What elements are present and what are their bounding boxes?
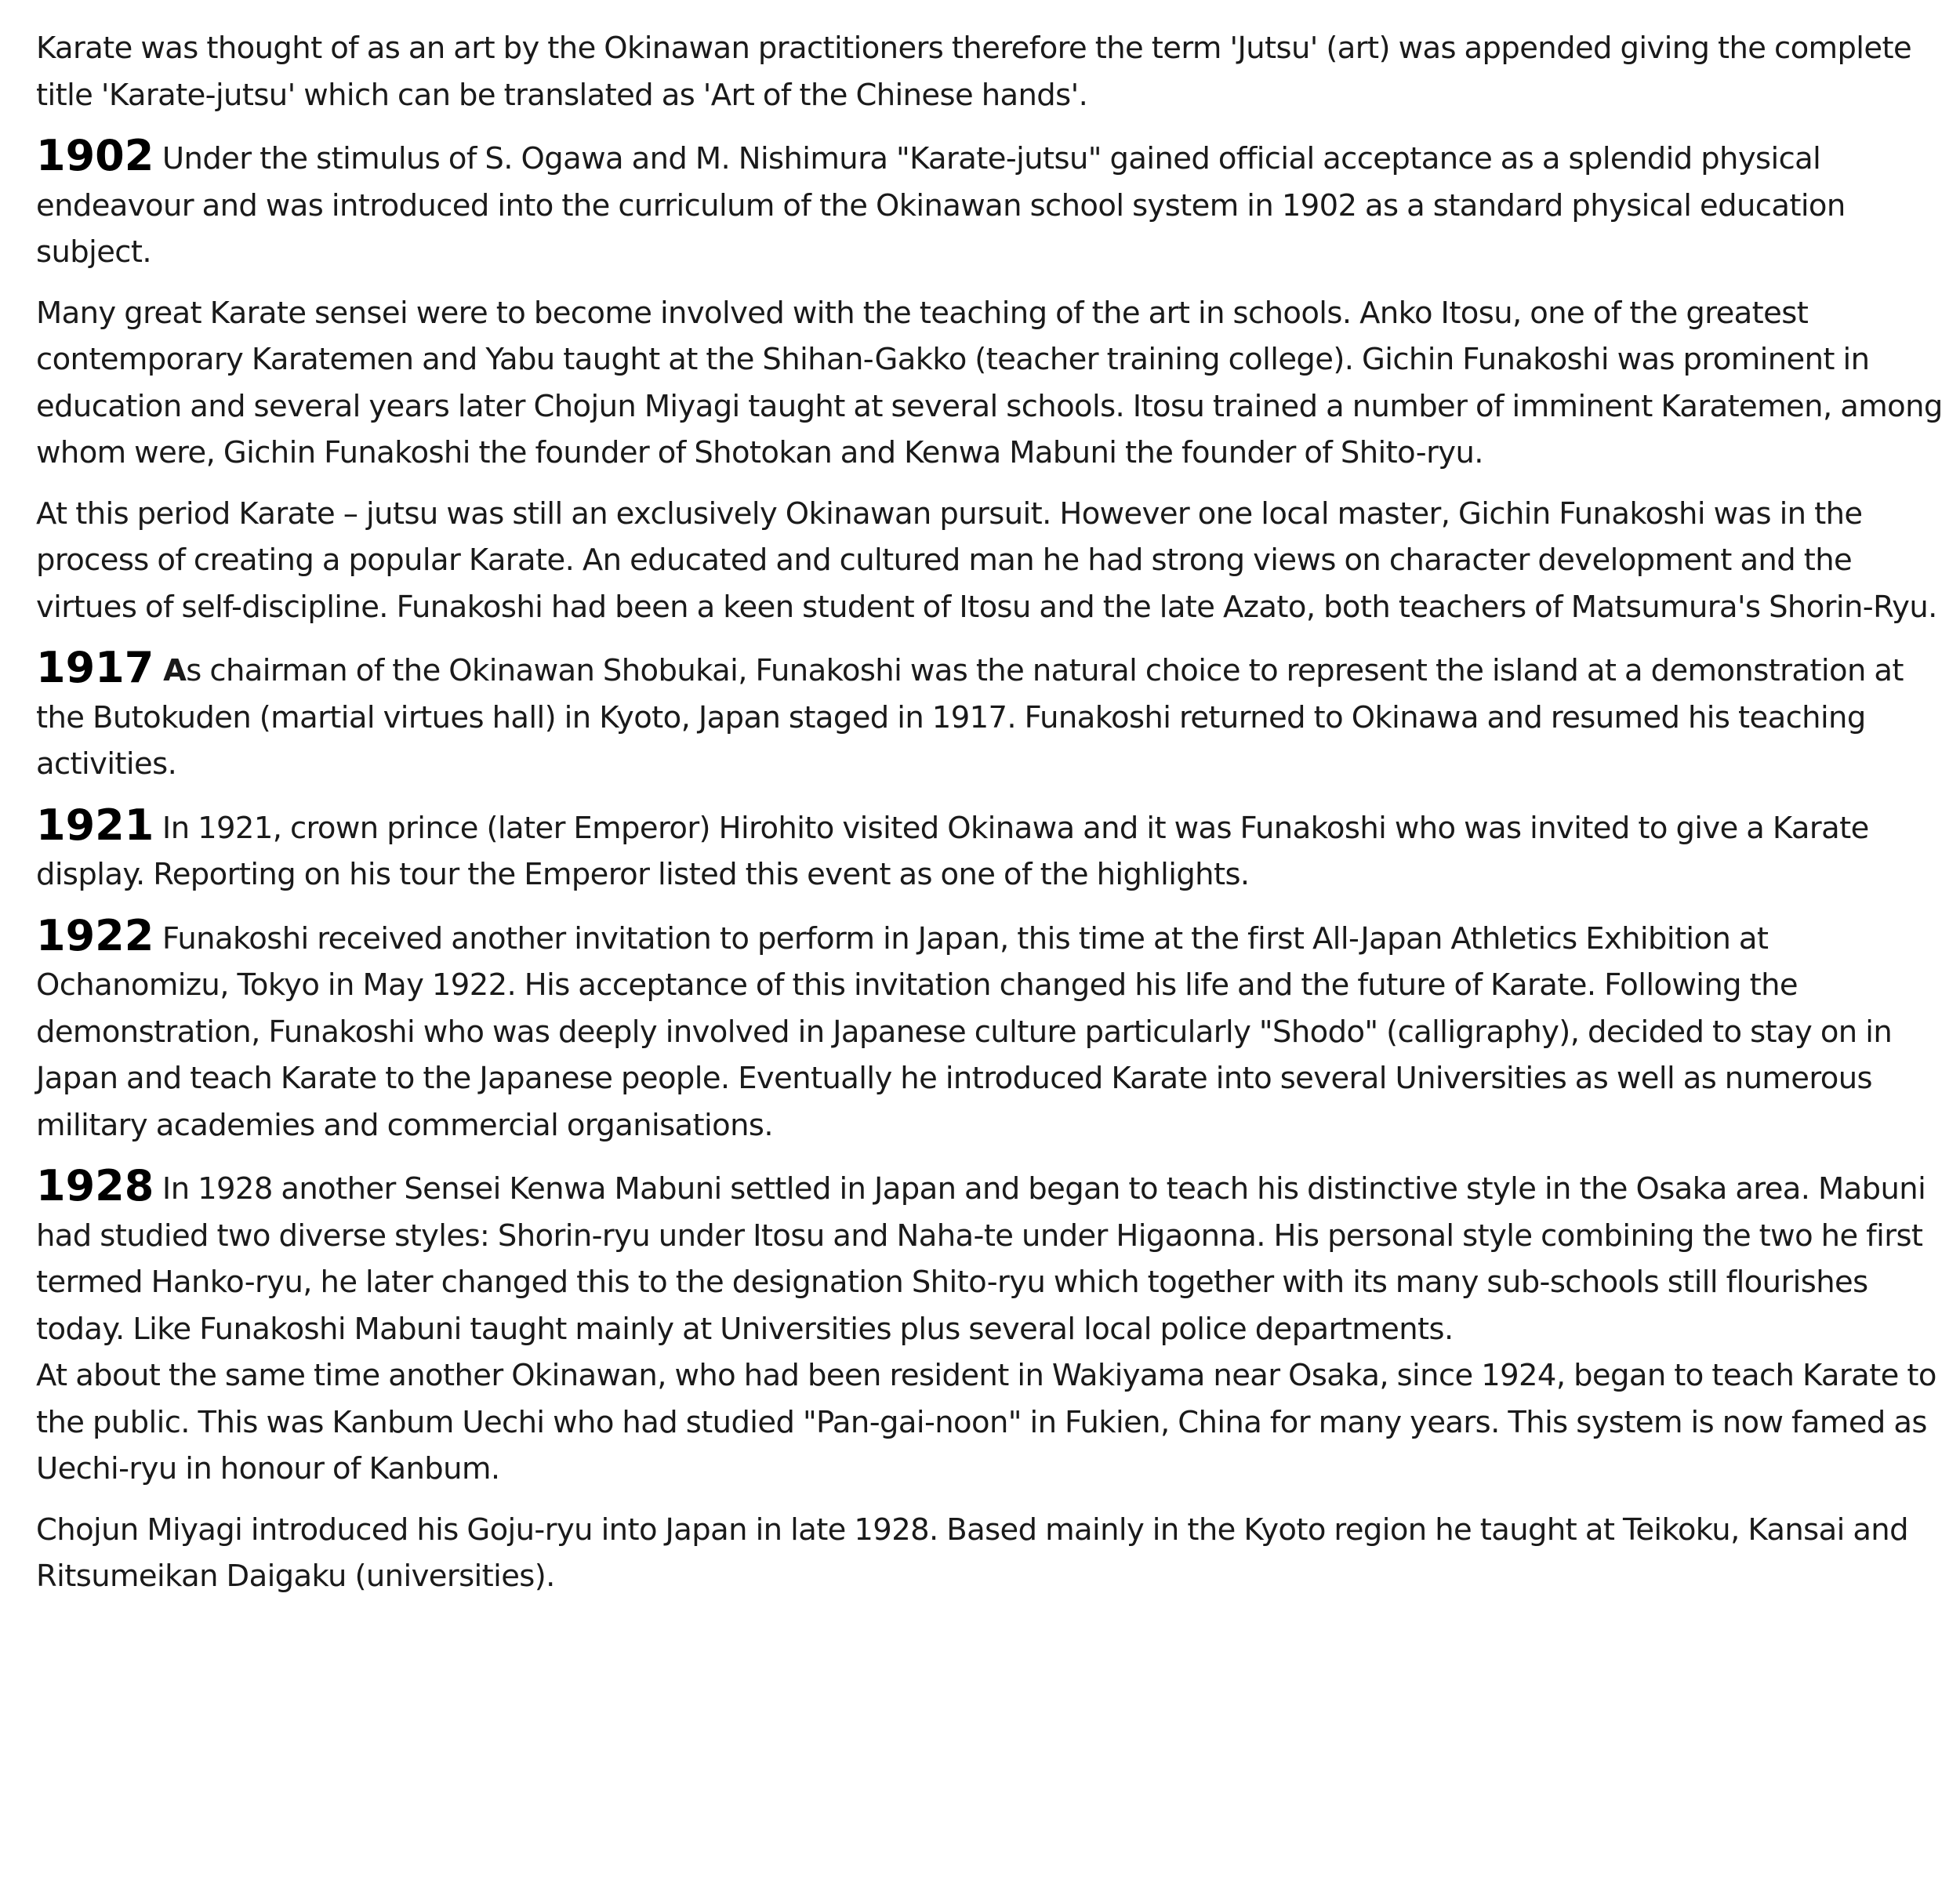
entry-1922-text: Funakoshi received another invitation to perform in Japan, this time at the first All-Japan Athletics Exhibition at Ochanomizu, Tokyo in May 1922. His acceptance of this invitation changed his life and the future of Karate. Following the demonstration, Funakoshi who was deeply involved in Japanese culture particularly "Shodo" (calligraphy), decided to stay on in Japan and teach Karate to the Japanese people. Eventually he introduced Karate into several Universities as well as numerous military academies and commercial organisations. (36, 920, 1893, 1143)
period-paragraph: At this period Karate – jutsu was still an exclusively Okinawan pursuit. However one local master, Gichin Funakoshi was in the process of creating a popular Karate. An educated and cultured man he had strong views on character development and the virtues of self-discipline. Funakoshi had been a keen student of Itosu and the late Azato, both teachers of Matsumura's Shorin-Ryu. (36, 495, 1937, 625)
entry-1921-text: In 1921, crown prince (later Emperor) Hirohito visited Okinawa and it was Funakoshi who was invited to give a Karate display. Reporting on his tour the Emperor listed this event as one of the highlights. (36, 810, 1869, 892)
entry-1902-text: Under the stimulus of S. Ogawa and M. Nishimura "Karate-jutsu" gained official acceptance as a splendid physical endeavour and was introduced into the curriculum of the Okinawan school system in 1902 as a standard physical education subject. (36, 141, 1846, 270)
document-body (36, 25, 1949, 1614)
entry-1917-text: s chairman of the Okinawan Shobukai, Funakoshi was the natural choice to represent the island at a demonstration at the Butokuden (martial virtues hall) in Kyoto, Japan staged in 1917. Funakoshi returned to Okinawa and resumed his teaching activities. (36, 653, 1904, 782)
entry-1922 (36, 910, 1949, 1149)
entry-1902 (36, 132, 1949, 276)
year-heading-1921: 1921 (36, 800, 154, 850)
year-heading-1917: 1917 (36, 643, 154, 692)
uechi-paragraph: At about the same time another Okinawan, who had been resident in Wakiyama near Osaka, since 1924, began to teach Karate to the public. This was Kanbum Uechi who had studied "Pan-gai-noon" in Fukien, China for many years. This system is now famed as Uechi-ryu in honour of Kanbum. (36, 1358, 1936, 1486)
entry-1917 (36, 644, 1949, 788)
year-heading-1922: 1922 (36, 910, 154, 960)
intro-paragraph: Karate was thought of as an art by the Okinawan practitioners therefore the term 'Jutsu' (art) was appended giving the complete title 'Karate-jutsu' which can be translated as 'Art of the Chinese hands'. (36, 31, 1912, 113)
entry-1917-first-letter: A (154, 653, 187, 688)
entry-1928-text: In 1928 another Sensei Kenwa Mabuni settled in Japan and began to teach his distinctive style in the Osaka area. Mabuni had studied two diverse styles: Shorin-ryu under Itosu and Naha-te under Higaonna. His personal style combining the two he first termed Hanko-ryu, he later changed this to the designation Shito-ryu which together with its many sub-schools still flourishes today. Like Funakoshi Mabuni taught mainly at Universities plus several local police departments. (36, 1171, 1926, 1347)
teachers-paragraph: Many great Karate sensei were to become involved with the teaching of the art in schools. Anko Itosu, one of the greatest contemporary Karatemen and Yabu taught at the Shihan-Gakko (teacher training college). Gichin Funakoshi was prominent in education and several years later Chojun Miyagi taught at several schools. Itosu trained a number of imminent Karatemen, among whom were, Gichin Funakoshi the founder of Shotokan and Kenwa Mabuni the founder of Shito-ryu. (36, 295, 1943, 470)
year-heading-1902: 1902 (36, 131, 154, 180)
year-heading-1928: 1928 (36, 1161, 154, 1210)
miyagi-paragraph: Chojun Miyagi introduced his Goju-ryu into Japan in late 1928. Based mainly in the Kyoto region he taught at Teikoku, Kansai and Ritsumeikan Daigaku (universities). (36, 1512, 1908, 1594)
entry-1921 (36, 802, 1949, 898)
entry-1928 (36, 1163, 1949, 1352)
